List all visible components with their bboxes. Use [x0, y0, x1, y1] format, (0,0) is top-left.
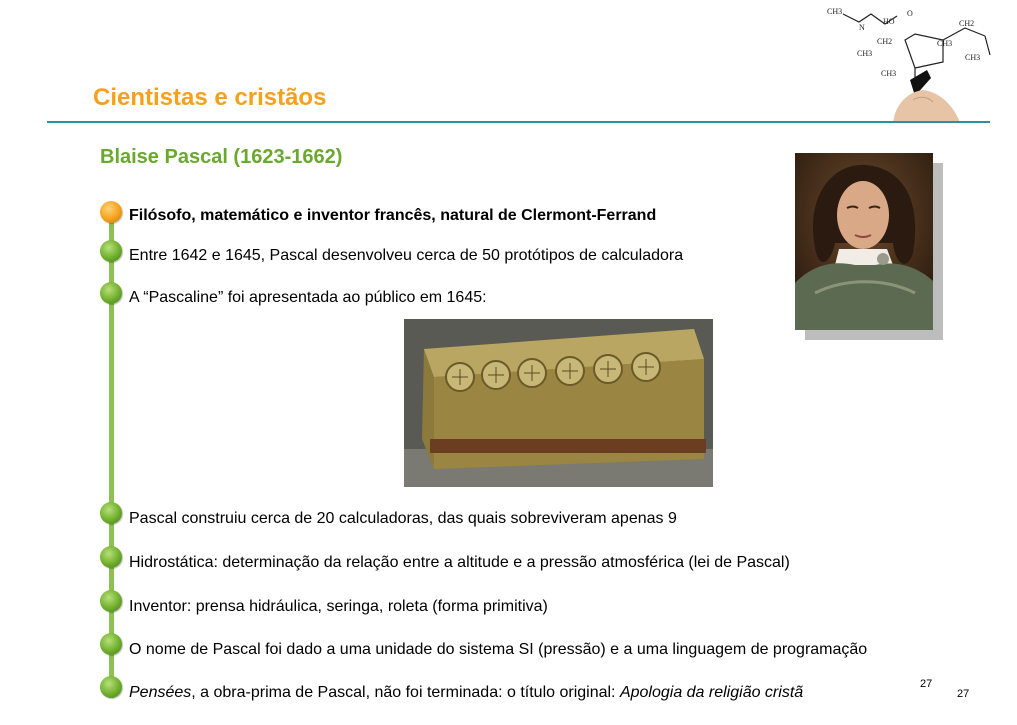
- chem-label: CH3: [965, 53, 981, 62]
- bullet-marker: [100, 633, 122, 655]
- slide-title: Cientistas e cristãos: [93, 84, 327, 111]
- portrait-image: [795, 153, 933, 330]
- bullet-text: Hidrostática: determinação da relação entre a altitude e a pressão atmosférica (lei de Pascal): [129, 554, 790, 571]
- bullet-text: Inventor: prensa hidráulica, seringa, roleta (forma primitiva): [129, 598, 548, 615]
- chem-label: CH3: [857, 49, 873, 58]
- chemical-structure-illustration: [815, 0, 1015, 123]
- bullet-marker: [100, 240, 122, 262]
- apologia-title: Apologia da religião cristã: [619, 684, 804, 701]
- chem-label: CH3: [881, 69, 897, 78]
- chem-label: HO: [883, 17, 895, 26]
- bullet-text: A “Pascaline” foi apresentada ao público em 1645:: [129, 289, 487, 306]
- bullet-marker: [100, 282, 122, 304]
- bullet-text-pensees: [129, 683, 803, 703]
- pascaline-image: [404, 319, 713, 487]
- pensees-description: , a obra-prima de Pascal, não foi terminada: o título original:: [191, 684, 620, 701]
- bullet-marker: [100, 502, 122, 524]
- section-subtitle: Blaise Pascal (1623-1662): [100, 146, 343, 168]
- bullet-marker: [100, 546, 122, 568]
- bullet-text: O nome de Pascal foi dado a uma unidade do sistema SI (pressão) e a uma linguagem de programação: [129, 641, 868, 658]
- page-number-superscript: 27: [920, 678, 933, 690]
- chem-label: CH3: [937, 39, 953, 48]
- chem-label: N: [859, 23, 865, 32]
- chem-label: CH2: [877, 37, 893, 46]
- title-divider: [47, 121, 990, 123]
- chem-label: CH3: [827, 7, 843, 16]
- page-number: 27: [957, 688, 970, 700]
- chem-label: CH2: [959, 19, 975, 28]
- bullet-text: Filósofo, matemático e inventor francês, natural de Clermont-Ferrand: [129, 207, 657, 224]
- bullet-marker: [100, 590, 122, 612]
- chem-label: O: [907, 9, 913, 18]
- bullet-text: Pascal construiu cerca de 20 calculadoras, das quais sobreviveram apenas 9: [129, 510, 677, 527]
- pascal-portrait: [795, 153, 933, 330]
- bullet-marker: [100, 676, 122, 698]
- pensees-title: Pensées: [129, 684, 192, 701]
- bullet-text: Entre 1642 e 1645, Pascal desenvolveu cerca de 50 protótipos de calculadora: [129, 247, 684, 264]
- bullet-marker: [100, 201, 122, 223]
